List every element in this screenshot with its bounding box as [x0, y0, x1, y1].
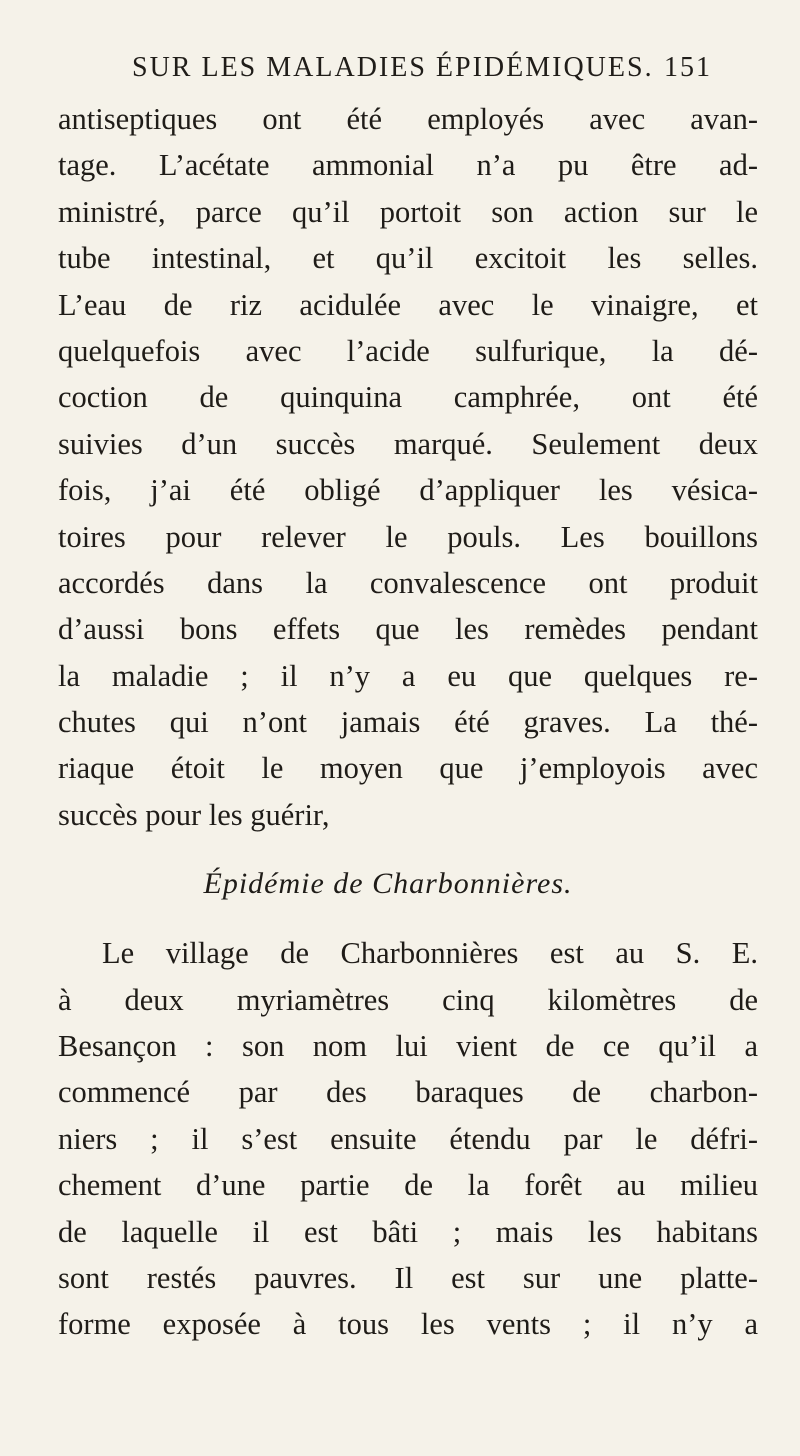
- text-line: suivies d’un succès marqué. Seulement deux: [58, 426, 758, 461]
- text-line: toires pour relever le pouls. Les bouillons: [58, 519, 758, 554]
- text-line: Le village de Charbonnières est au S. E.: [102, 936, 758, 971]
- text-line: riaque étoit le moyen que j’employois avec: [58, 751, 758, 786]
- text-line: coction de quinquina camphrée, ont été: [58, 380, 758, 415]
- text-line: tage. L’acétate ammonial n’a pu être ad-: [58, 148, 758, 183]
- page-number: 151: [664, 52, 712, 83]
- text-line: chement d’une partie de la forêt au milieu: [58, 1168, 758, 1203]
- text-line: quelquefois avec l’acide sulfurique, la dé-: [58, 333, 758, 368]
- text-line: forme exposée à tous les vents ; il n’y a: [58, 1307, 758, 1342]
- running-head: [132, 52, 752, 84]
- text-line: ministré, parce qu’il portoit son action sur le: [58, 194, 758, 229]
- text-line: fois, j’ai été obligé d’appliquer les vésica-: [58, 473, 758, 508]
- text-line: succès pour les guérir,: [58, 797, 330, 832]
- paragraph-1: [58, 96, 758, 838]
- paragraph-2: [58, 930, 758, 1348]
- text-line: la maladie ; il n’y a eu que quelques re-: [58, 658, 758, 693]
- text-line: antiseptiques ont été employés avec avan-: [58, 102, 758, 136]
- text-line: L’eau de riz acidulée avec le vinaigre, et: [58, 287, 758, 322]
- text-line: niers ; il s’est ensuite étendu par le défri-: [58, 1121, 758, 1156]
- body-text: [58, 96, 758, 1348]
- text-line: accordés dans la convalescence ont produit: [58, 565, 758, 600]
- running-head-title: SUR LES MALADIES ÉPIDÉMIQUES.: [132, 52, 654, 83]
- text-line: sont restés pauvres. Il est sur une platte-: [58, 1260, 758, 1295]
- text-line: de laquelle il est bâti ; mais les habitans: [58, 1214, 758, 1249]
- text-line: Besançon : son nom lui vient de ce qu’il a: [58, 1029, 758, 1064]
- text-line: chutes qui n’ont jamais été graves. La thé-: [58, 705, 758, 740]
- section-heading: Épidémie de Charbonnières.: [203, 867, 573, 901]
- text-line: d’aussi bons effets que les remèdes pendant: [58, 612, 758, 647]
- text-line: à deux myriamètres cinq kilomètres de: [58, 982, 758, 1017]
- text-line: commencé par des baraques de charbon-: [58, 1075, 758, 1110]
- text-line: tube intestinal, et qu’il excitoit les selles.: [58, 241, 758, 276]
